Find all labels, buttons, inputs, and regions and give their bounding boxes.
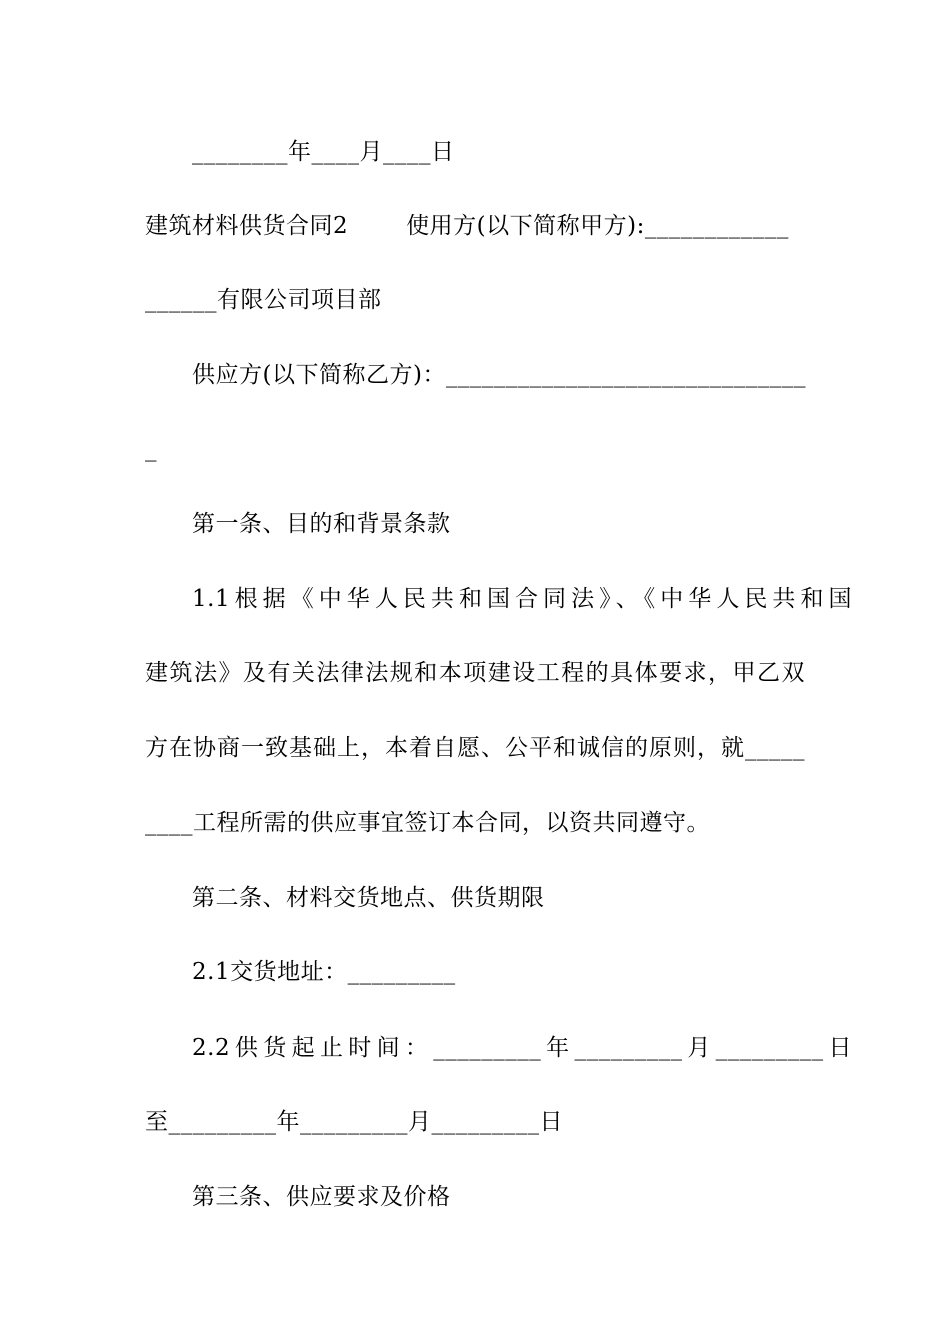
party-a-label: 使用方(以下简称甲方):____________ bbox=[406, 213, 789, 239]
party-b-continuation: _ bbox=[145, 436, 157, 462]
party-a-continuation: ______有限公司项目部 bbox=[145, 287, 382, 313]
article2-address: 2.1交货地址：_________ bbox=[192, 959, 456, 985]
title-line bbox=[145, 211, 810, 241]
article2-heading: 第二条、材料交货地点、供货期限 bbox=[192, 885, 545, 911]
article2-period-line-2: 至_________年_________月_________日 bbox=[145, 1109, 563, 1135]
article1-heading: 第一条、目的和背景条款 bbox=[192, 511, 451, 537]
contract-title: 建筑材料供货合同2 bbox=[145, 213, 349, 239]
article2-period-line-1: 2.2供货起止时间：_________年_________月_________日 bbox=[192, 1035, 852, 1061]
article1-line-3: 方在协商一致基础上，本着自愿、公平和诚信的原则，就_____ bbox=[145, 735, 805, 761]
article3-heading: 第三条、供应要求及价格 bbox=[192, 1184, 451, 1210]
article1-line-2: 建筑法》及有关法律法规和本项建设工程的具体要求，甲乙双 bbox=[145, 660, 805, 686]
date-line: ________年____月____日 bbox=[192, 139, 455, 165]
article1-line-4: ____工程所需的供应事宜签订本合同，以资共同遵守。 bbox=[145, 810, 710, 836]
party-b-label: 供应方(以下简称乙方)：______________________________ bbox=[192, 362, 806, 388]
article1-line-1: 1.1根据《中华人民共和国合同法》、《中华人民共和国 bbox=[192, 586, 852, 612]
